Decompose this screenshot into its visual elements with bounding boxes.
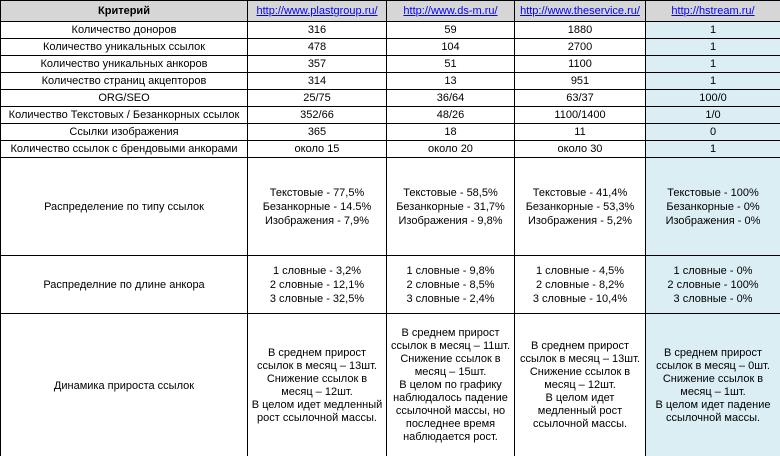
cell-line: В среднем прирост ссылок в месяц – 13шт. [257,346,377,372]
cell-line: Безанкорные - 0% [666,200,760,213]
table-row [1,39,780,56]
row-label: Количество доноров [1,22,248,39]
cell-value: 357 [248,56,387,73]
table-row [1,124,780,141]
cell-multiline [646,314,780,456]
cell-value: 1 [646,141,780,158]
site-link-theservice[interactable]: http://www.theservice.ru/ [520,5,640,17]
cell-multiline [387,256,515,314]
cell-line: 2 словные - 8,2% [535,278,625,291]
table-row [1,141,780,158]
cell-value: 48/26 [387,107,515,124]
cell-value: 314 [248,73,387,90]
cell-value: 478 [248,39,387,56]
cell-value: 25/75 [248,90,387,107]
row-label: Количество уникальных ссылок [1,39,248,56]
cell-line: Текстовые - 100% [667,186,759,199]
table-header [1,1,780,22]
cell-line: Текстовые - 58,5% [403,186,498,199]
cell-value: 36/64 [387,90,515,107]
cell-value: 1 [646,39,780,56]
row-label: Количество ссылок с брендовыми анкорами [1,141,248,158]
row-label: ORG/SEO [1,90,248,107]
cell-line: Текстовые - 77,5% [269,186,365,199]
cell-value: 1100 [515,56,646,73]
cell-value: 13 [387,73,515,90]
cell-multiline [248,314,387,456]
cell-line: В среднем прирост ссылок в месяц – 0шт. [656,346,770,372]
cell-line: В среднем прирост ссылок в месяц – 13шт. [520,340,640,366]
site-link-plastgroup[interactable]: http://www.plastgroup.ru/ [256,5,378,17]
cell-line: В целом идет медленный рост ссылочной массы. [251,398,383,424]
cell-line: Безанкорные - 31,7% [396,200,505,213]
cell-multiline [515,314,646,456]
row-label: Количество Текстовых / Безанкорных ссылок [1,107,248,124]
cell-multiline [646,158,780,256]
cell-value: 18 [387,124,515,141]
cell-line: 2 словные - 100% [667,278,759,291]
cell-line: 1 словные - 0% [673,264,753,277]
cell-value: 11 [515,124,646,141]
site-link-ds-m[interactable]: http://www.ds-m.ru/ [403,5,498,17]
table-row [1,107,780,124]
cell-value: 1 [646,73,780,90]
row-label: Динамика прироста ссылок [1,314,248,456]
cell-value: около 30 [515,141,646,158]
cell-line: Безанкорные - 53,3% [525,200,635,213]
cell-value: 352/66 [248,107,387,124]
cell-multiline [248,158,387,256]
row-label: Распределние по длине анкора [1,256,248,314]
cell-value: 1880 [515,22,646,39]
header-row [1,1,780,22]
cell-line: Текстовые - 41,4% [532,186,628,199]
cell-line: 1 словные - 4,5% [535,264,625,277]
cell-multiline [387,314,515,456]
cell-line: Изображения - 5,2% [528,214,632,227]
cell-multiline [646,256,780,314]
header-criterion: Критерий [1,1,248,22]
cell-line: Снижение ссылок в месяц – 12шт. [529,366,631,392]
cell-value: 951 [515,73,646,90]
table-row [1,256,780,314]
row-label: Распределение по типу ссылок [1,158,248,256]
cell-line: В среднем прирост ссылок в месяц – 11шт. [390,327,511,353]
table-body [1,22,780,456]
cell-line: Снижение ссылок в месяц – 15шт. [400,353,501,379]
cell-line: Изображения - 7,9% [265,214,369,227]
table-row [1,90,780,107]
header-site-theservice [515,1,646,22]
cell-value: 104 [387,39,515,56]
site-link-hstream[interactable]: http://hstream.ru/ [671,5,755,17]
cell-value: 63/37 [515,90,646,107]
cell-multiline [387,158,515,256]
cell-line: 1 словные - 3,2% [272,264,362,277]
cell-value: 365 [248,124,387,141]
cell-line: В целом по графику наблюдалось падение ссылочной массы, но последнее время наблюдается рост. [393,379,508,444]
cell-multiline [515,256,646,314]
cell-line: Безанкорные - 14.5% [262,200,372,213]
table-row [1,158,780,256]
table-row [1,314,780,456]
header-site-plastgroup [248,1,387,22]
cell-value: 1/0 [646,107,780,124]
row-label: Ссылки изображения [1,124,248,141]
cell-value: около 20 [387,141,515,158]
cell-line: 2 словные - 8,5% [406,278,495,291]
cell-value: 59 [387,22,515,39]
cell-value: 1 [646,56,780,73]
cell-value: 1 [646,22,780,39]
cell-line: 3 словные - 32,5% [269,292,365,305]
cell-value: 51 [387,56,515,73]
header-site-hstream [646,1,780,22]
cell-value: 2700 [515,39,646,56]
row-label: Количество страниц акцепторов [1,73,248,90]
cell-line: 3 словные - 10,4% [532,292,628,305]
cell-multiline [248,256,387,314]
cell-value: около 15 [248,141,387,158]
cell-value: 1100/1400 [515,107,646,124]
cell-value: 0 [646,124,780,141]
cell-line: Изображения - 0% [665,214,761,227]
row-label: Количество уникальных анкоров [1,56,248,73]
cell-value: 100/0 [646,90,780,107]
cell-multiline [515,158,646,256]
cell-line: В целом идет медленный рост ссылочной массы. [532,392,628,431]
cell-value: 316 [248,22,387,39]
header-site-ds-m [387,1,515,22]
cell-line: 2 словные - 12,1% [269,278,365,291]
table-row [1,22,780,39]
table-row [1,56,780,73]
cell-line: Изображения - 9,8% [398,214,503,227]
table-row [1,73,780,90]
cell-line: Снижение ссылок в месяц – 12шт. [266,372,368,398]
cell-line: 1 словные - 9,8% [406,264,495,277]
cell-line: 3 словные - 2,4% [406,292,495,305]
cell-line: 3 словные - 0% [673,292,753,305]
cell-line: Снижение ссылок в месяц – 1шт. [662,372,764,398]
cell-line: В целом идет падение ссылочной массы. [655,398,771,424]
